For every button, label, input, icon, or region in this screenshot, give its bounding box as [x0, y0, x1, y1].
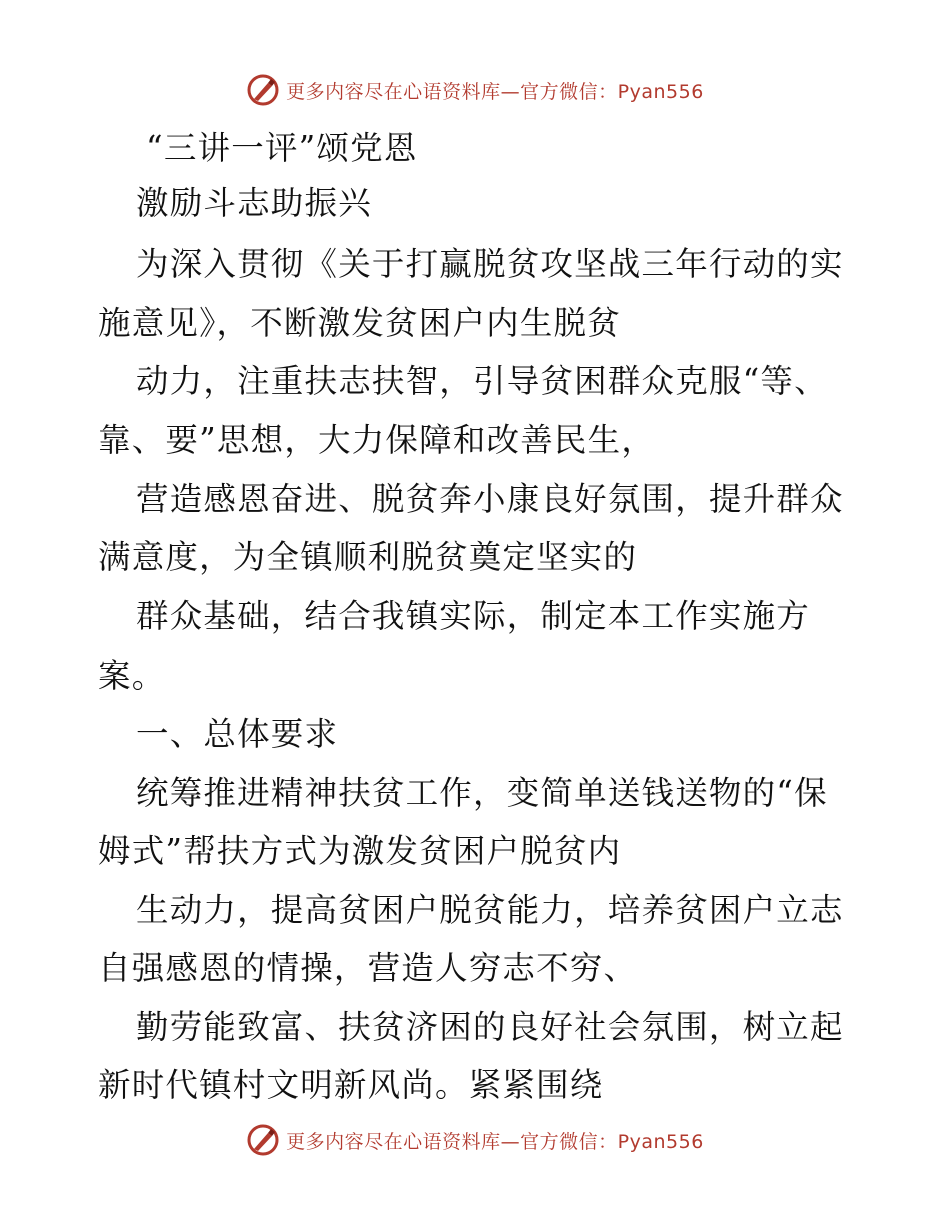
paragraph-line: 姆式”帮扶方式为激发贫困户脱贫内 — [98, 832, 622, 870]
paragraph-line: 为深入贯彻《关于打赢脱贫攻坚战三年行动的实 — [136, 245, 844, 283]
section-heading: 一、总体要求 — [136, 715, 339, 753]
banner-text: 更多内容尽在心语资料库—官方微信：Pyan556 — [286, 1130, 704, 1153]
header-watermark-banner — [0, 70, 950, 110]
footer-watermark-banner — [0, 1120, 950, 1160]
paragraph-line: 生动力，提高贫困户脱贫能力，培养贫困户立志 — [136, 891, 844, 929]
paragraph-line: 案。 — [98, 657, 166, 695]
pen-logo-icon — [246, 1123, 280, 1157]
paragraph-line: 自强感恩的情操，营造人穷志不穷、 — [98, 949, 638, 987]
paragraph-line: 统筹推进精神扶贫工作，变简单送钱送物的“保 — [136, 774, 828, 812]
paragraph-line: 满意度，为全镇顺利脱贫奠定坚实的 — [98, 538, 638, 576]
paragraph-line: 新时代镇村文明新风尚。紧紧围绕 — [98, 1066, 604, 1104]
doc-title-line2: 激励斗志助振兴 — [136, 184, 372, 222]
paragraph-line: 勤劳能致富、扶贫济困的良好社会氛围，树立起 — [136, 1008, 844, 1046]
paragraph-line: 动力，注重扶志扶智，引导贫困群众克服“等、 — [136, 362, 828, 400]
paragraph-line: 施意见》，不断激发贫困户内生脱贫 — [98, 304, 621, 342]
paragraph-line: 群众基础，结合我镇实际，制定本工作实施方 — [136, 597, 811, 635]
doc-title-line1: “三讲一评”颂党恩 — [146, 129, 418, 167]
paragraph-line: 靠、要”思想，大力保障和改善民生， — [98, 421, 656, 459]
pen-logo-icon — [246, 73, 280, 107]
paragraph-line: 营造感恩奋进、脱贫奔小康良好氛围，提升群众 — [136, 480, 844, 518]
banner-text: 更多内容尽在心语资料库—官方微信：Pyan556 — [286, 80, 704, 103]
